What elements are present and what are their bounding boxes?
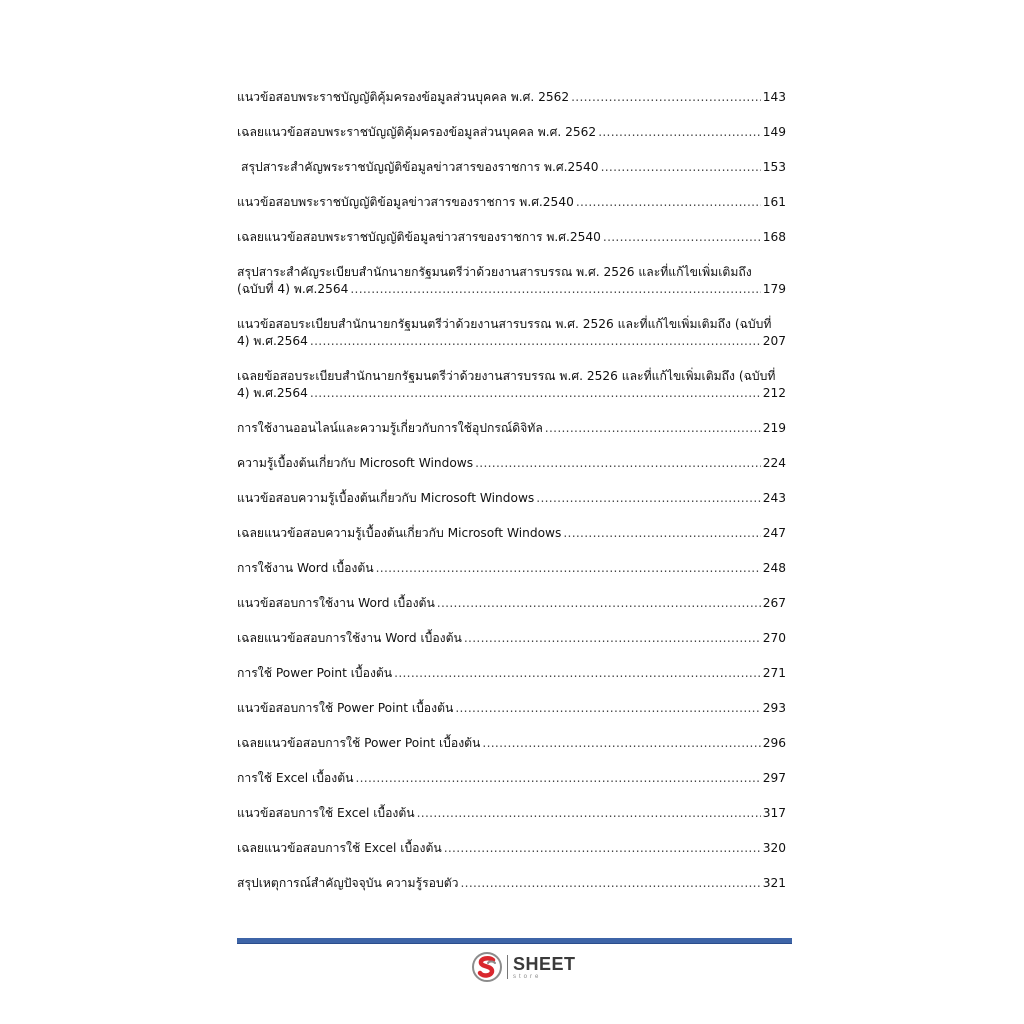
toc-page-number: 248 <box>762 561 786 575</box>
toc-page-number: 143 <box>762 90 786 104</box>
toc-entry-title: เฉลยแนวข้อสอบความรู้เบื้องต้นเกี่ยวกับ Microsoft Windows <box>237 526 562 540</box>
toc-entry-title-line: สรุปสาระสำคัญระเบียบสำนักนายกรัฐมนตรีว่าด้วยงานสารบรรณ พ.ศ. 2526 และที่แก้ไขเพิ่มเติมถึง <box>237 265 752 279</box>
toc-entry-row <box>237 700 786 717</box>
toc-page-number: 212 <box>762 386 786 400</box>
toc-entry-row <box>237 770 786 787</box>
toc-entry-row <box>237 560 786 577</box>
dot-leader <box>455 700 760 717</box>
toc-entry-row <box>237 333 786 350</box>
dot-leader <box>417 805 761 822</box>
toc-entry-title: (ฉบับที่ 4) พ.ศ.2564 <box>237 282 349 296</box>
toc-page-number: 321 <box>762 876 786 890</box>
toc-entry-row <box>237 840 786 857</box>
toc-entry <box>237 264 786 298</box>
toc-entry <box>237 840 786 857</box>
logo-word: SHEET <box>513 953 576 974</box>
dot-leader <box>376 560 761 577</box>
toc-entry <box>237 124 786 141</box>
dot-leader <box>464 630 761 647</box>
toc-entry-title: แนวข้อสอบพระราชบัญญัติคุ้มครองข้อมูลส่วนบุคคล พ.ศ. 2562 <box>237 90 570 104</box>
toc-entry-row <box>237 525 786 542</box>
toc-entry-row <box>237 875 786 892</box>
toc-entry <box>237 368 786 402</box>
toc-entry-title: การใช้งาน Word เบื้องต้น <box>237 561 374 575</box>
toc-page-number: 219 <box>762 421 786 435</box>
toc-entry <box>237 229 786 246</box>
toc-entry-row <box>237 490 786 507</box>
toc-page-number: 243 <box>762 491 786 505</box>
toc-entry <box>237 420 786 437</box>
toc-entry-row <box>237 281 786 298</box>
toc-entry-title-line: เฉลยข้อสอบระเบียบสำนักนายกรัฐมนตรีว่าด้วยงานสารบรรณ พ.ศ. 2526 และที่แก้ไขเพิ่มเติมถึง (ฉบับที่ <box>237 369 776 383</box>
toc-entry-title: แนวข้อสอบความรู้เบื้องต้นเกี่ยวกับ Microsoft Windows <box>237 491 535 505</box>
toc-page-number: 296 <box>762 736 786 750</box>
footer-divider <box>237 938 792 944</box>
toc-entry-title: เฉลยแนวข้อสอบการใช้งาน Word เบื้องต้น <box>237 631 462 645</box>
toc-entry <box>237 735 786 752</box>
toc-entry <box>237 159 786 176</box>
toc-entry <box>237 595 786 612</box>
toc-entry-row <box>237 455 786 472</box>
logo-text <box>513 955 576 980</box>
toc-page-number: 149 <box>762 125 786 139</box>
toc-page-number: 168 <box>762 230 786 244</box>
toc-page-number: 270 <box>762 631 786 645</box>
toc-entry <box>237 770 786 787</box>
toc-page-number: 317 <box>762 806 786 820</box>
toc-entry-row <box>237 89 786 106</box>
toc-entry <box>237 665 786 682</box>
dot-leader <box>601 159 761 176</box>
dot-leader <box>475 455 761 472</box>
dot-leader <box>603 229 761 246</box>
toc-entry <box>237 89 786 106</box>
toc-entry <box>237 316 786 350</box>
dot-leader <box>563 525 760 542</box>
toc-entry-row <box>237 665 786 682</box>
toc-entry-title: ความรู้เบื้องต้นเกี่ยวกับ Microsoft Windows <box>237 456 474 470</box>
dot-leader <box>576 194 761 211</box>
dot-leader <box>482 735 760 752</box>
toc-entry-title: สรุปเหตุการณ์สำคัญปัจจุบัน ความรู้รอบตัว <box>237 876 459 890</box>
toc-entry-title: เฉลยแนวข้อสอบพระราชบัญญัติคุ้มครองข้อมูลส่วนบุคคล พ.ศ. 2562 <box>237 125 597 139</box>
toc-entry-row <box>237 735 786 752</box>
dot-leader <box>350 281 760 298</box>
dot-leader <box>310 385 761 402</box>
toc-entry-title: 4) พ.ศ.2564 <box>237 334 308 348</box>
toc-page-number: 161 <box>762 195 786 209</box>
toc-entry-title: แนวข้อสอบการใช้งาน Word เบื้องต้น <box>237 596 435 610</box>
toc-entry <box>237 194 786 211</box>
toc-entry-title: เฉลยแนวข้อสอบการใช้ Excel เบื้องต้น <box>237 841 442 855</box>
toc-entry-title: แนวข้อสอบพระราชบัญญัติข้อมูลข่าวสารของราชการ พ.ศ.2540 <box>237 195 574 209</box>
toc-entry-row <box>237 385 786 402</box>
toc-page-number: 224 <box>762 456 786 470</box>
toc-entry-row <box>237 229 786 246</box>
toc-page-number: 267 <box>762 596 786 610</box>
dot-leader <box>437 595 761 612</box>
logo-separator <box>507 955 508 979</box>
toc-entry <box>237 700 786 717</box>
toc-entry-row <box>237 124 786 141</box>
toc-entry-title: สรุปสาระสำคัญพระราชบัญญัติข้อมูลข่าวสารของราชการ พ.ศ.2540 <box>241 160 599 174</box>
toc-entry-title: เฉลยแนวข้อสอบพระราชบัญญัติข้อมูลข่าวสารของราชการ พ.ศ.2540 <box>237 230 601 244</box>
toc-entry-row <box>237 595 786 612</box>
toc-entry <box>237 490 786 507</box>
toc-entry-row <box>237 630 786 647</box>
toc-entry-title: 4) พ.ศ.2564 <box>237 386 308 400</box>
toc-page-number: 179 <box>762 282 786 296</box>
table-of-contents <box>237 89 786 910</box>
toc-page-number: 207 <box>762 334 786 348</box>
toc-page-number: 320 <box>762 841 786 855</box>
dot-leader <box>355 770 760 787</box>
toc-entry <box>237 455 786 472</box>
dot-leader <box>571 89 761 106</box>
dot-leader <box>598 124 761 141</box>
toc-entry-title: การใช้งานออนไลน์และความรู้เกี่ยวกับการใช้อุปกรณ์ดิจิทัล <box>237 421 543 435</box>
sheet-store-logo <box>471 950 581 984</box>
toc-entry-row <box>237 159 786 176</box>
dot-leader <box>545 420 761 437</box>
dot-leader <box>310 333 761 350</box>
toc-entry <box>237 560 786 577</box>
logo-subtitle: store <box>513 973 542 980</box>
sheet-store-logo-icon <box>471 951 503 983</box>
dot-leader <box>394 665 761 682</box>
dot-leader <box>444 840 761 857</box>
toc-page-number: 293 <box>762 701 786 715</box>
toc-entry-title: แนวข้อสอบการใช้ Power Point เบื้องต้น <box>237 701 454 715</box>
toc-entry-title: การใช้ Excel เบื้องต้น <box>237 771 354 785</box>
toc-entry <box>237 630 786 647</box>
toc-page-number: 271 <box>762 666 786 680</box>
toc-entry-row <box>237 420 786 437</box>
toc-entry-title-line: แนวข้อสอบระเบียบสำนักนายกรัฐมนตรีว่าด้วยงานสารบรรณ พ.ศ. 2526 และที่แก้ไขเพิ่มเติมถึง (ฉบับที่ <box>237 317 772 331</box>
toc-entry <box>237 525 786 542</box>
toc-page-number: 247 <box>762 526 786 540</box>
toc-entry-title: การใช้ Power Point เบื้องต้น <box>237 666 393 680</box>
dot-leader <box>460 875 760 892</box>
toc-page-number: 297 <box>762 771 786 785</box>
toc-entry-title: เฉลยแนวข้อสอบการใช้ Power Point เบื้องต้น <box>237 736 481 750</box>
toc-page-number: 153 <box>762 160 786 174</box>
toc-entry-row <box>237 805 786 822</box>
toc-entry-title: แนวข้อสอบการใช้ Excel เบื้องต้น <box>237 806 415 820</box>
toc-entry <box>237 875 786 892</box>
toc-entry-row <box>237 194 786 211</box>
toc-entry <box>237 805 786 822</box>
dot-leader <box>536 490 760 507</box>
